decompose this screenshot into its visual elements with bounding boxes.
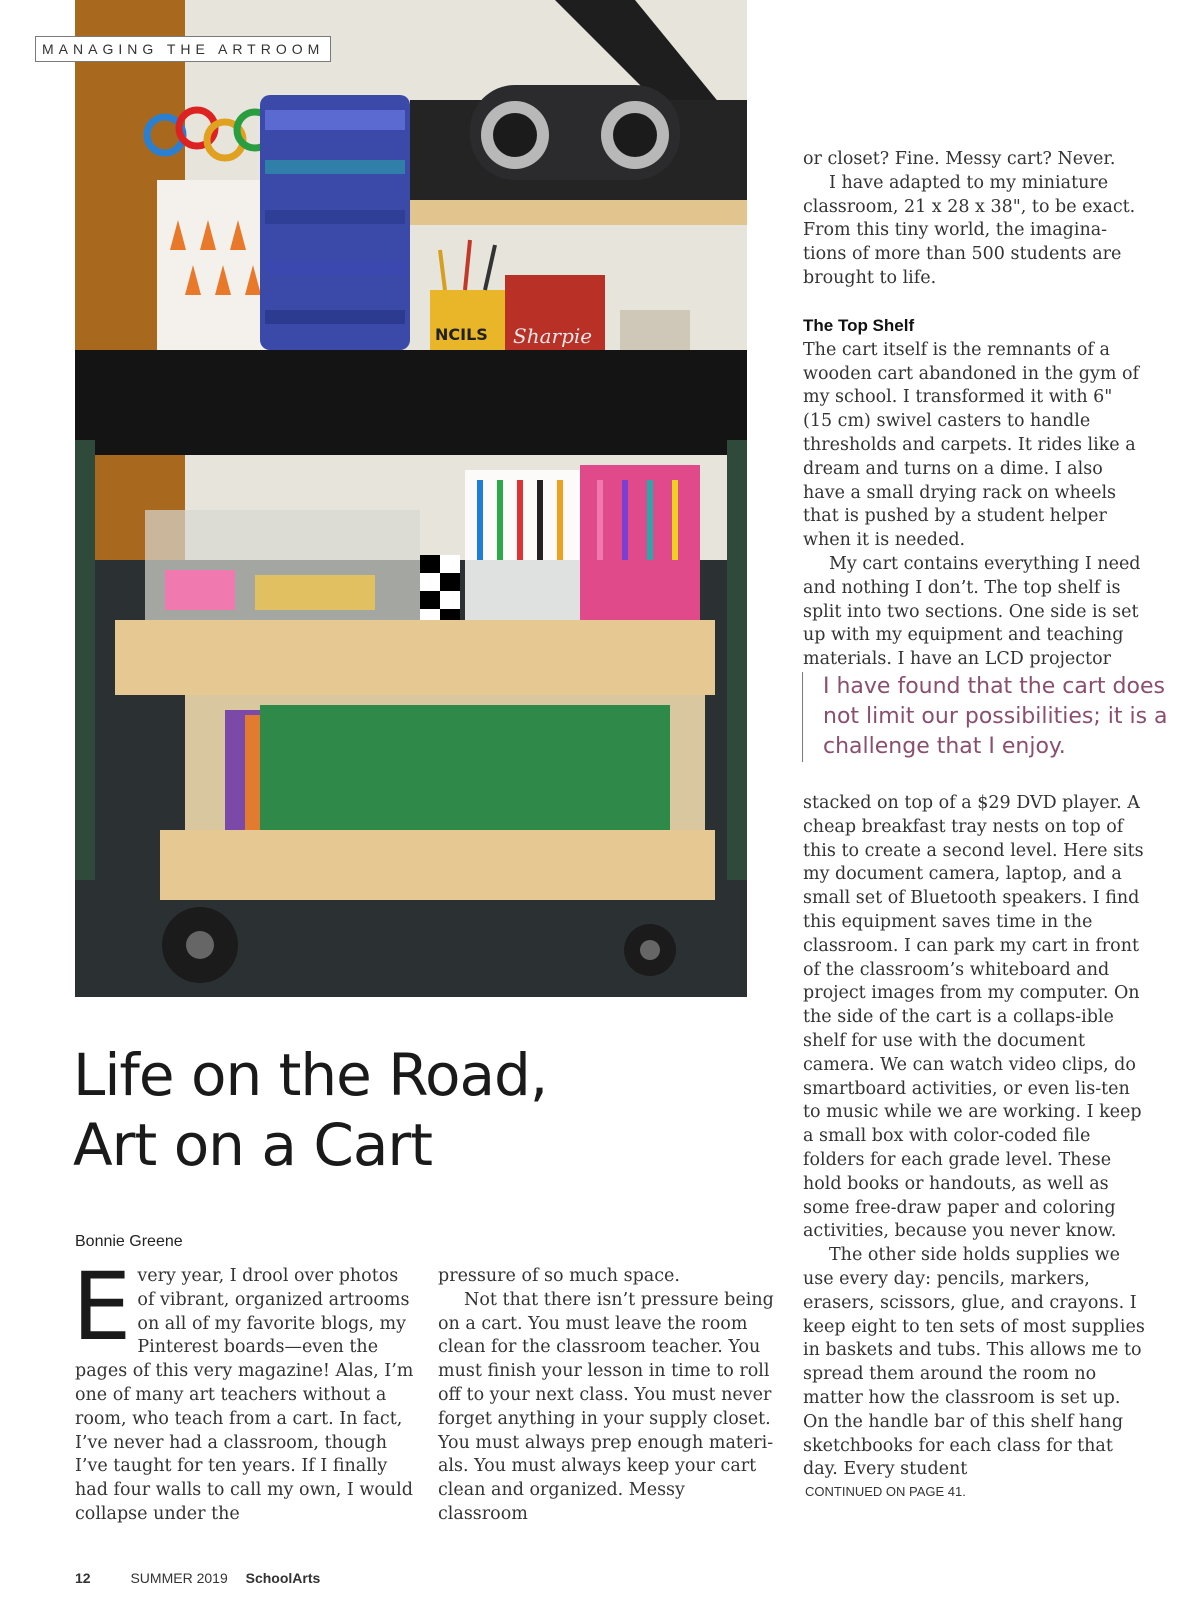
paragraph: My cart contains everything I need and nothing I don’t. The top shelf is split into two sections. One side is set up with my equipment and teaching materials. I have an LCD projector — [803, 553, 1141, 670]
paragraph: stacked on top of a $29 DVD player. A cheap breakfast tray nests on top of this to create a second level. Here sits my document camera, laptop, and a small set of Bluetooth speakers. I find this equipment saves time in the classroom. I can park my cart in front of the classroom’s whiteboard and project images from my computer. On the side of the cart is a collaps-ible shelf for use with the document camera. We can watch video clips, do smartboard activities, or even lis-ten to music while we are working. I keep a small box with color-coded file folders for each grade level. These hold books or handouts, as well as some free-draw paper and coloring activities, because you never know. — [803, 793, 1144, 1242]
column-1 — [72, 1253, 417, 1527]
issue-date: SUMMER 2019 — [130, 1570, 228, 1586]
checkerboard — [420, 555, 460, 625]
author-byline: Bonnie Greene — [75, 1233, 183, 1250]
paragraph: or closet? Fine. Messy cart? Never. — [803, 149, 1116, 169]
title-line-1: Life on the Road, — [73, 1041, 548, 1109]
page-footer — [75, 1570, 320, 1586]
paragraph: I have adapted to my miniature classroom, 21 x 28 x 38", to be exact. From this tiny world, the imagina-tions of more than 500 students are brought to life. — [803, 172, 1136, 288]
subhead: The Top Shelf — [803, 315, 915, 335]
column-3-bottom — [803, 792, 1145, 1482]
green-paper — [260, 705, 670, 830]
paragraph-text: very year, I drool over photos of vibrant, organized artrooms on all of my favorite blogs, my Pinterest boards—even the pages of this very magazine! Alas, I’m one of many art teachers without a room, who teach from a cart. In fact, I’ve never had a classroom, though I’ve taught for ten years. If I finally had four walls to call my own, I would collapse under the — [75, 1266, 414, 1524]
paragraph — [72, 1253, 417, 1527]
sharpie-label: Sharpie — [513, 324, 593, 348]
paragraph: The other side holds supplies we use every day: pencils, markers, erasers, scissors, glue, and crayons. I keep eight to ten sets of most supplies in baskets and tubs. This allows me to spread them around the room no matter how the classroom is set up. On the handle bar of this shelf hang sketchbooks for each class for that day. Every student — [803, 1245, 1145, 1480]
cart-photo — [75, 0, 747, 997]
drop-cap: E — [72, 1253, 132, 1362]
column-3-top — [803, 148, 1145, 672]
pull-quote: I have found that the cart does not limit our possibilities; it is a challenge that I enjoy. — [802, 672, 1183, 762]
magazine-name: SchoolArts — [245, 1570, 321, 1586]
title-line-2: Art on a Cart — [73, 1111, 432, 1179]
continued-note: CONTINUED ON PAGE 41. — [805, 1484, 966, 1499]
paragraph: pressure of so much space. — [438, 1266, 680, 1286]
article-title — [73, 1040, 773, 1180]
section-tag: MANAGING THE ARTROOM — [35, 36, 331, 62]
column-2 — [438, 1265, 780, 1527]
paragraph: Not that there isn’t pressure being on a cart. You must leave the room clean for the classroom teacher. You must finish your lesson in time to roll off to your next class. You must never forget anything in your supply closet. You must always prep enough materi-als. You must always keep your cart clean and organized. Messy classroom — [438, 1289, 774, 1524]
pencils-label: NCILS — [435, 325, 488, 344]
page-number: 12 — [75, 1570, 91, 1586]
blue-baskets — [260, 95, 410, 350]
paragraph: The cart itself is the remnants of a wooden cart abandoned in the gym of my school. I transformed it with 6" (15 cm) swivel casters to handle thresholds and carpets. It rides like a dream and turns on a dime. I also have a small drying rack on wheels that is pushed by a student helper when it is needed. — [803, 339, 1140, 551]
bluetooth-speaker — [470, 85, 680, 180]
